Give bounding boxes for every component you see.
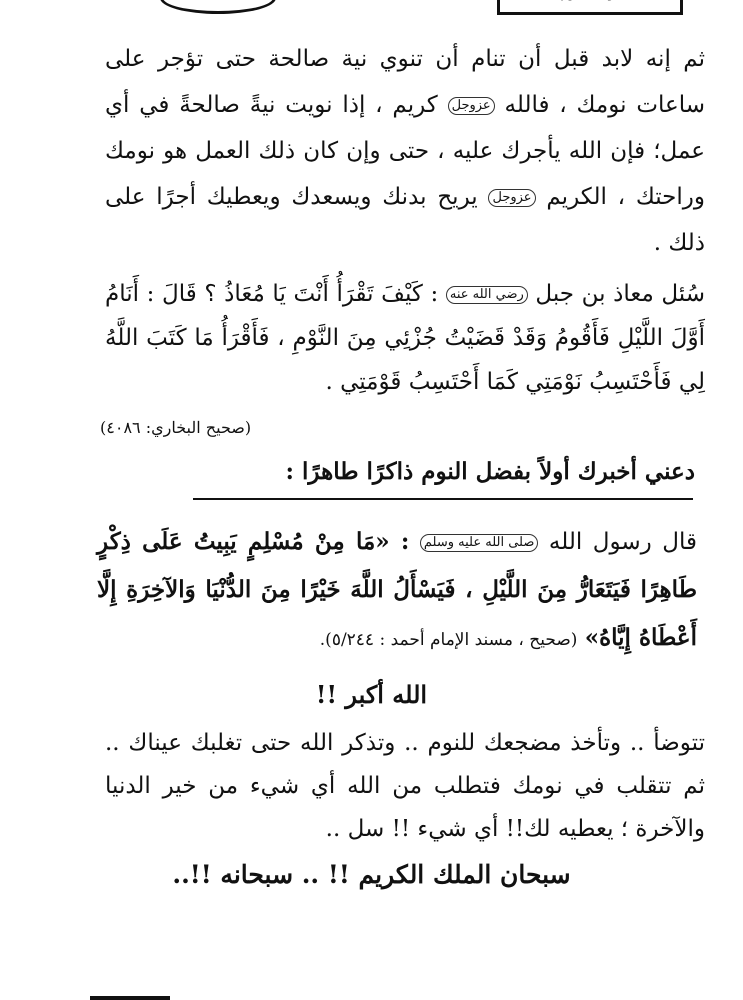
hadith-citation: (صحيح ، مسند الإمام أحمد : ٥/٢٤٤). <box>319 630 578 650</box>
hadith-quote: : «مَا مِنْ مُسْلِمٍ يَبِيتُ عَلَى ذِكْرٍ طَاهِرًا فَيَتَعَارُّ مِنَ اللَّيْلِ ، فَيَسْأَلُ اللَّهَ خَيْرًا مِنَ الدُّنْيَا وَالآخِرَةِ إِلَّا أَعْطَاهُ إِيَّاهُ» <box>97 528 697 651</box>
honorific-glyph: عزوجل <box>488 189 535 207</box>
header-ornament <box>160 0 276 14</box>
hadith-intro: قال رسول الله <box>548 529 697 555</box>
honorific-glyph: رضي الله عنه <box>446 286 528 304</box>
citation-bukhari: (صحيح البخاري: ٤٠٨٦) <box>100 418 252 437</box>
honorific-glyph: عزوجل <box>448 97 495 115</box>
paragraph-muadh-text-b: : كَيْفَ تَقْرَأُ أَنْتَ يَا مُعَاذُ ؟ قَالَ : أَنَامُ أَوَّلَ اللَّيْلِ فَأَقُومُ وَقَدْ قَضَيْتُ جُزْئِي مِنَ النَّوْمِ ، فَأَقْرَأُ مَا كَتَبَ اللَّهُ لِي فَأَحْتَسِبُ نَوْمَتِي كَمَا أَحْتَسِبُ قَوْمَتِي . <box>105 281 705 395</box>
page-bottom-mark <box>90 996 170 1000</box>
closing-line: سبحان الملك الكريم !! .. سبحانه !!.. <box>172 860 571 889</box>
paragraph-wudu: تتوضأ .. وتأخذ مضجعك للنوم .. وتذكر الله حتى تغلبك عيناك .. ثم تتقلب في نومك فتطلب من الله أي شيء من خير الدنيا والآخرة ؛ يعطيه لك!! أي شيء !! سل .. <box>105 730 705 842</box>
paragraph-intention <box>105 36 705 266</box>
heading-underline <box>193 498 693 500</box>
paragraph-intention-text-c: يريح بدنك ويسعدك ويعطيك أجرًا على ذلك . <box>105 184 705 256</box>
header-title <box>560 0 619 1</box>
page-header <box>497 0 683 15</box>
paragraph-intention-text-b: كريم ، إذا نويت نيةً صالحةً في أي عمل؛ فإن الله يأجرك عليه ، حتى وإن كان ذلك العمل هو نومك وراحتك ، الكريم <box>105 92 705 210</box>
hadith-block <box>97 518 697 664</box>
paragraph-muadh <box>105 272 705 404</box>
honorific-glyph: صلى الله عليه وسلم <box>420 534 539 552</box>
exclamation-heading: الله أكبر !! <box>315 680 428 709</box>
section-heading: دعني أخبرك أولاً بفضل النوم ذاكرًا طاهرًا : <box>285 458 695 485</box>
paragraph-muadh-text-a: سُئل معاذ بن جبل <box>535 281 706 307</box>
paragraph-intention-text-a: ثم إنه لابد قبل أن تنام أن تنوي نية صالحة حتى تؤجر على ساعات نومك ، فالله <box>105 46 706 118</box>
